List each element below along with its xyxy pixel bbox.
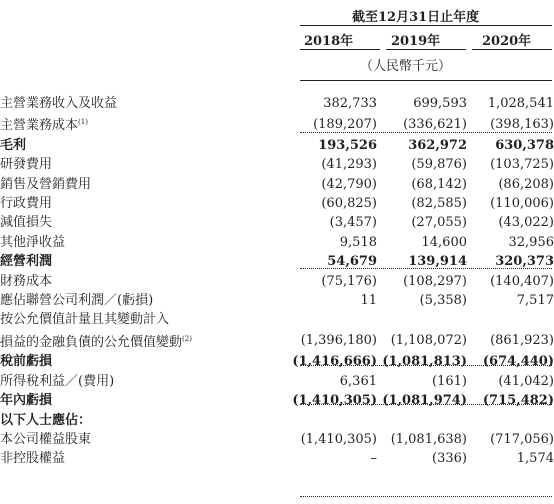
row-label-text: 經營利潤 [0,254,53,270]
table-row [0,155,554,174]
subtotal-rule-pretax [300,365,552,366]
value-2018: (1,416,666) [292,354,377,370]
row-label-text: 本公司權益股東 [0,431,92,447]
value-2019: (336) [432,451,467,467]
value-2019: (161) [432,373,467,389]
row-label [0,291,290,310]
value-2019: (59,876) [411,157,467,173]
income-statement-table [0,94,554,469]
value-2019: (1,081,813) [382,354,467,370]
bottom-rule [300,496,552,497]
value-2019 [377,310,467,329]
row-label-text: 研發費用 [0,157,53,173]
row-label [0,94,290,113]
value-2019: 139,914 [408,254,467,270]
row-label-text: 銷售及營銷費用 [0,176,92,192]
row-label-text: 行政費用 [0,196,53,212]
value-2019: (27,055) [411,215,467,231]
row-label-text: 所得稅利益／(費用) [0,373,115,389]
value-2020: (715,482) [482,393,554,409]
year-header-2019: 2019年 [391,34,441,49]
row-label [0,136,290,155]
table-row [0,175,554,194]
table-row [0,233,554,252]
value-2018: (75,176) [321,273,377,289]
row-label-text: 應佔聯營公司利潤／(虧損) [0,293,154,309]
row-label-text: 稅前虧損 [0,354,53,370]
row-label-text: 非控股權益 [0,451,66,467]
row-label [0,233,290,252]
value-2019: (1,081,974) [382,393,467,409]
row-label [0,213,290,232]
value-2018: (3,457) [329,215,377,231]
value-2020: 7,517 [516,293,554,309]
value-2019: (82,585) [411,196,467,212]
row-label [0,372,290,391]
row-label-text: 主營業務收入及收益 [0,96,118,111]
unit-rule [300,80,552,81]
row-label-text: 減值損失 [0,215,53,231]
value-2020: (86,208) [498,176,554,192]
subtotal-rule-gross [300,132,552,133]
value-2020 [467,411,554,430]
value-2019: (68,142) [411,176,467,192]
value-2018: (60,825) [321,196,377,212]
row-label [0,330,290,352]
footnote-marker: (1) [78,118,88,127]
year-rule-2020 [472,49,552,50]
period-rule [300,25,552,26]
row-label [0,272,290,291]
table-row [0,272,554,291]
value-2020: 320,373 [495,254,554,270]
footnote-marker: (2) [182,334,192,343]
value-2020: (398,163) [490,116,554,132]
row-label-text: 主營業務成本 [0,118,79,134]
value-2018: (42,790) [321,176,377,192]
value-2020: 630,378 [495,137,554,153]
value-2018: 6,361 [339,373,377,389]
table-row [0,194,554,213]
value-2018 [290,411,377,430]
table-row [0,391,554,410]
value-2019 [377,411,467,430]
table-row [0,213,554,232]
year-rule-2019 [386,49,466,50]
value-2020: (717,056) [490,431,554,447]
value-2020: (41,042) [498,373,554,389]
value-2018: (1,410,305) [292,393,377,409]
value-2019: (336,621) [403,116,467,132]
value-2020 [467,310,554,329]
table-row [0,430,554,449]
row-label-text: 按公允價值計量且其變動計入 [0,312,170,328]
value-2018: (189,207) [313,116,377,132]
value-2019: 14,600 [421,234,467,250]
table-row [0,310,554,329]
table-row [0,291,554,310]
value-2020: 32,956 [508,234,554,250]
value-2018: (1,396,180) [300,333,377,349]
value-2018: 193,526 [318,137,377,153]
row-label [0,194,290,213]
value-2019: (5,358) [419,293,467,309]
value-2019: 362,972 [408,137,467,153]
row-label [0,310,290,329]
unit-label: （人民幣千元） [360,59,452,74]
value-2020: (43,022) [498,215,554,231]
value-2018: 54,679 [327,254,377,270]
table-row [0,352,554,371]
value-2020: (103,725) [490,157,554,173]
row-label [0,411,290,430]
value-2018: (41,293) [321,157,377,173]
row-label [0,352,290,371]
year-rule-2018 [300,49,380,50]
value-2018 [290,310,377,329]
row-label-text: 毛利 [0,137,27,153]
row-label-text: 以下人士應佔： [0,412,92,428]
subtotal-rule-loss [300,404,552,405]
table-row [0,372,554,391]
row-label [0,113,290,135]
row-label [0,155,290,174]
table-row [0,330,554,352]
row-label-text: 財務成本 [0,273,53,289]
row-label [0,391,290,410]
value-2020: (674,440) [482,354,554,370]
value-2020: (140,407) [490,273,554,289]
table-row [0,449,554,468]
table-row [0,94,554,113]
value-2018: – [370,451,377,467]
row-label [0,430,290,449]
table-row [0,136,554,155]
row-label [0,175,290,194]
value-2018: 11 [360,293,377,309]
value-2019: (108,297) [403,273,467,289]
value-2018: 382,733 [323,96,377,111]
value-2019: (1,081,638) [390,431,467,447]
table-row [0,411,554,430]
row-label-text: 損益的金融負債的公允價值變動 [0,334,183,350]
row-label-text: 年內虧損 [0,393,53,409]
value-2019: 699,593 [413,96,467,111]
value-2020: (110,006) [490,196,554,212]
row-label [0,252,290,271]
value-2018: (1,410,305) [300,431,377,447]
value-2020: 1,574 [516,451,554,467]
value-2020: (861,923) [490,333,554,349]
value-2018: 9,518 [339,234,377,250]
row-label [0,449,290,468]
year-header-2020: 2020年 [482,34,532,49]
period-header: 截至12月31日止年度 [352,10,480,25]
year-header-2018: 2018年 [304,34,354,49]
subtotal-rule-operating [300,268,552,269]
value-2020: 1,028,541 [487,96,554,111]
row-label-text: 其他淨收益 [0,234,66,250]
value-2019: (1,108,072) [390,333,467,349]
